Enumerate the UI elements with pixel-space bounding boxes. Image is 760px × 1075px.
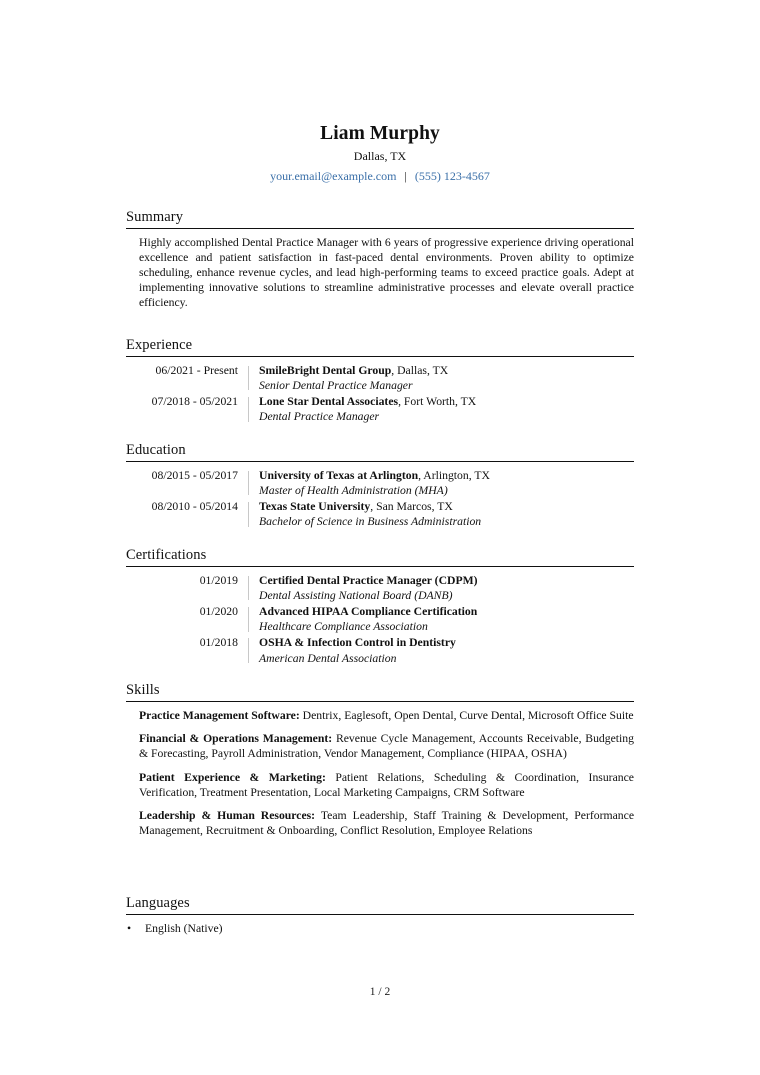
certifications-section xyxy=(126,546,634,667)
certification-issuer: American Dental Association xyxy=(259,651,397,665)
entry-date: 01/2020 xyxy=(199,605,238,619)
entry-date: 08/2015 - 05/2017 xyxy=(151,469,238,482)
entry-location: , Fort Worth, TX xyxy=(398,395,477,409)
candidate-name: Liam Murphy xyxy=(320,123,440,144)
entry-degree: Bachelor of Science in Business Administration xyxy=(259,515,482,529)
languages-heading: Languages xyxy=(126,894,634,915)
languages-section xyxy=(126,894,634,936)
entry-divider xyxy=(248,471,249,495)
certification-entry xyxy=(126,573,634,603)
entry-organization: Lone Star Dental Associates xyxy=(259,395,399,409)
entry-divider xyxy=(248,366,249,390)
skill-group-label: Financial & Operations Management: xyxy=(139,732,333,746)
education-section xyxy=(126,441,634,530)
phone-link[interactable]: (555) 123-4567 xyxy=(414,169,490,183)
entry-divider xyxy=(248,638,249,662)
skill-group-text: Patient Relations, Scheduling & Coordination, Insurance Verification, Treatment Presentation, Local Marketing Campaigns, CRM Software xyxy=(139,770,634,799)
bullet-icon: • xyxy=(127,922,132,935)
skill-group-text: Dentrix, Eaglesoft, Open Dental, Curve Dental, Microsoft Office Suite xyxy=(299,709,634,722)
summary-heading: Summary xyxy=(126,208,634,229)
entry-location: , Arlington, TX xyxy=(418,469,490,482)
contact-line xyxy=(0,168,760,184)
entry-role: Dental Practice Manager xyxy=(259,410,380,424)
skill-group xyxy=(139,731,634,761)
entry-location: , Dallas, TX xyxy=(391,364,449,377)
languages-list xyxy=(126,921,634,936)
entry-date: 06/2021 - Present xyxy=(155,364,238,377)
summary-text: Highly accomplished Dental Practice Manager with 6 years of progressive experience driving operational excellence and patient satisfaction in fast-paced dental environments. Proven ability to optimize scheduling, enhance revenue cycles, and lead high-performing teams to exceed practice goals. Adept at implementing innovative solutions to streamline administrative processes and elevate overall practice efficiency. xyxy=(139,236,634,309)
certification-issuer: Healthcare Compliance Association xyxy=(259,620,428,634)
education-heading: Education xyxy=(126,441,634,462)
education-entry xyxy=(126,468,634,498)
experience-section xyxy=(126,336,634,425)
skill-group xyxy=(139,808,634,838)
skills-section xyxy=(126,681,634,846)
skill-group-text: Team Leadership, Staff Training & Development, Performance Management, Recruitment & Onboarding, Conflict Resolution, Employee Relations xyxy=(139,809,635,838)
certification-issuer: Dental Assisting National Board (DANB) xyxy=(259,589,453,603)
certification-entry xyxy=(126,604,634,634)
skill-group xyxy=(139,708,634,723)
entry-location: , San Marcos, TX xyxy=(370,500,453,514)
entry-date: 07/2018 - 05/2021 xyxy=(151,395,238,409)
skill-group-label: Practice Management Software: xyxy=(139,709,300,722)
language-item xyxy=(126,921,634,936)
skill-group-label: Leadership & Human Resources: xyxy=(139,809,316,823)
certification-name: OSHA & Infection Control in Dentistry xyxy=(259,636,456,650)
email-link[interactable]: your.email@example.com xyxy=(270,169,397,183)
certification-entry xyxy=(126,635,634,665)
summary-section xyxy=(126,208,634,310)
skill-group xyxy=(139,770,634,800)
certification-name: Certified Dental Practice Manager (CDPM) xyxy=(259,574,478,587)
language-text: English (Native) xyxy=(145,922,223,935)
entry-date: 01/2018 xyxy=(199,636,238,650)
entry-divider xyxy=(248,397,249,421)
skill-group-label: Patient Experience & Marketing: xyxy=(139,770,326,784)
education-entry xyxy=(126,499,634,529)
entry-divider xyxy=(248,576,249,600)
skill-group-text: Revenue Cycle Management, Accounts Receivable, Budgeting & Forecasting, Payroll Administration, Vendor Management, Compliance (HIPAA, OSHA) xyxy=(139,732,634,761)
resume-header xyxy=(0,121,760,184)
entry-divider xyxy=(248,607,249,631)
experience-heading: Experience xyxy=(126,336,634,357)
certification-name: Advanced HIPAA Compliance Certification xyxy=(259,605,478,619)
entry-organization: University of Texas at Arlington xyxy=(259,469,419,482)
candidate-location: Dallas, TX xyxy=(353,149,407,163)
entry-degree: Master of Health Administration (MHA) xyxy=(259,484,448,498)
certifications-heading: Certifications xyxy=(126,546,634,567)
entry-divider xyxy=(248,502,249,526)
skills-heading: Skills xyxy=(126,681,634,702)
entry-date: 08/2010 - 05/2014 xyxy=(151,500,238,514)
entry-date: 01/2019 xyxy=(199,574,238,587)
contact-separator: | xyxy=(404,169,407,183)
entry-organization: SmileBright Dental Group xyxy=(259,364,392,377)
entry-role: Senior Dental Practice Manager xyxy=(259,379,413,393)
entry-organization: Texas State University xyxy=(259,500,371,514)
experience-entry xyxy=(126,394,634,424)
experience-entry xyxy=(126,363,634,393)
page-number: 1 / 2 xyxy=(369,986,391,998)
